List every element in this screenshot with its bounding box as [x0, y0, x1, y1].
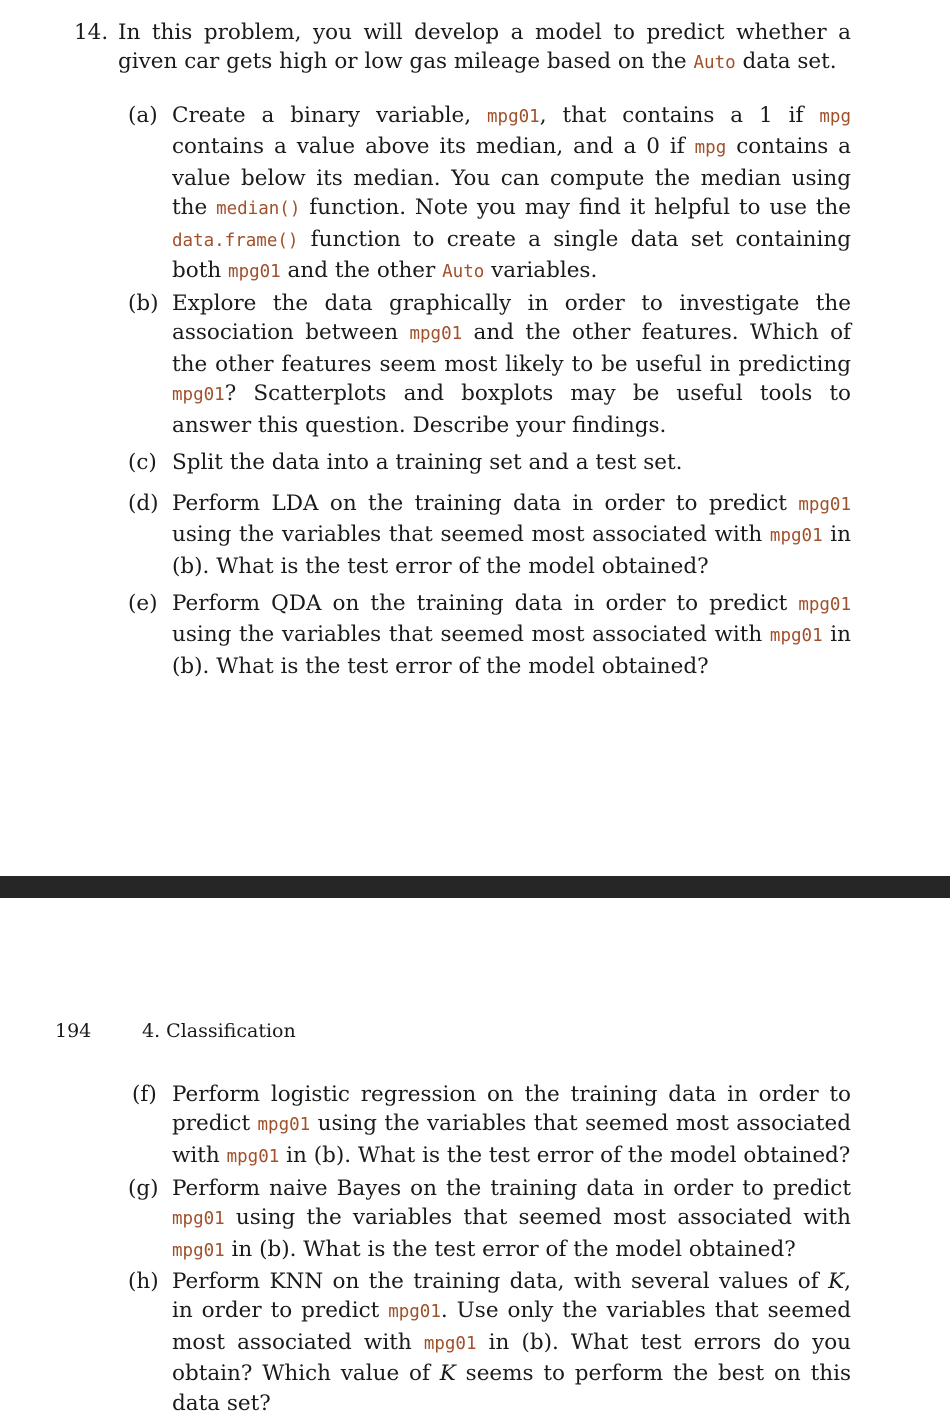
page-number: 194: [55, 1020, 92, 1042]
part-c-label: (c): [128, 450, 157, 475]
part-g-text: Perform naive Bayes on the training data in order to predict mpg01 using the variables that seemed most associated with mpg01 in (b). What is the test error of the model obtained?: [172, 1176, 851, 1262]
part-c-text: Split the data into a training set and a test set.: [172, 450, 683, 475]
part-e-label: (e): [128, 591, 158, 616]
part-h-text: Perform KNN on the training data, with several values of K, in order to predict mpg01. Use only the variables that seemed most associated with mpg01 in (b). What test errors do you obtain? Which value of K seems to perform the best on this data set?: [172, 1269, 852, 1416]
part-f-label: (f): [132, 1082, 157, 1107]
problem-number: 14.: [74, 20, 109, 45]
part-d-label: (d): [128, 491, 159, 516]
part-b-label: (b): [128, 291, 159, 316]
problem-intro: In this problem, you will develop a model to predict whether a given car gets high or low gas mileage based on the Auto data set.: [118, 20, 851, 75]
page-divider: [0, 876, 950, 898]
chapter-title: 4. Classification: [142, 1020, 296, 1042]
part-h-label: (h): [128, 1269, 159, 1294]
part-d-text: Perform LDA on the training data in order to predict mpg01 using the variables that seemed most associated with mpg01 in (b). What is the test error of the model obtained?: [172, 491, 851, 579]
part-a-text: Create a binary variable, mpg01, that contains a 1 if mpg contains a value above its median, and a 0 if mpg contains a value below its median. You can compute the median using the median() function. Note you may find it helpful to use the data.frame() function to create a single data set containing both mpg01 and the other Auto variables.: [172, 103, 851, 284]
part-g-label: (g): [128, 1176, 159, 1201]
part-f-text: Perform logistic regression on the training data in order to predict mpg01 using the variables that seemed most associated with mpg01 in (b). What is the test error of the model obtained?: [172, 1082, 851, 1168]
part-e-text: Perform QDA on the training data in order to predict mpg01 using the variables that seemed most associated with mpg01 in (b). What is the test error of the model obtained?: [172, 591, 851, 679]
part-b-text: Explore the data graphically in order to investigate the association between mpg01 and the other features. Which of the other features seem most likely to be useful in predicting mpg01? Scatterplots and boxplots may be useful tools to answer this question. Describe your findings.: [172, 291, 851, 438]
part-a-label: (a): [128, 103, 158, 128]
page-bottom: [0, 898, 950, 1416]
